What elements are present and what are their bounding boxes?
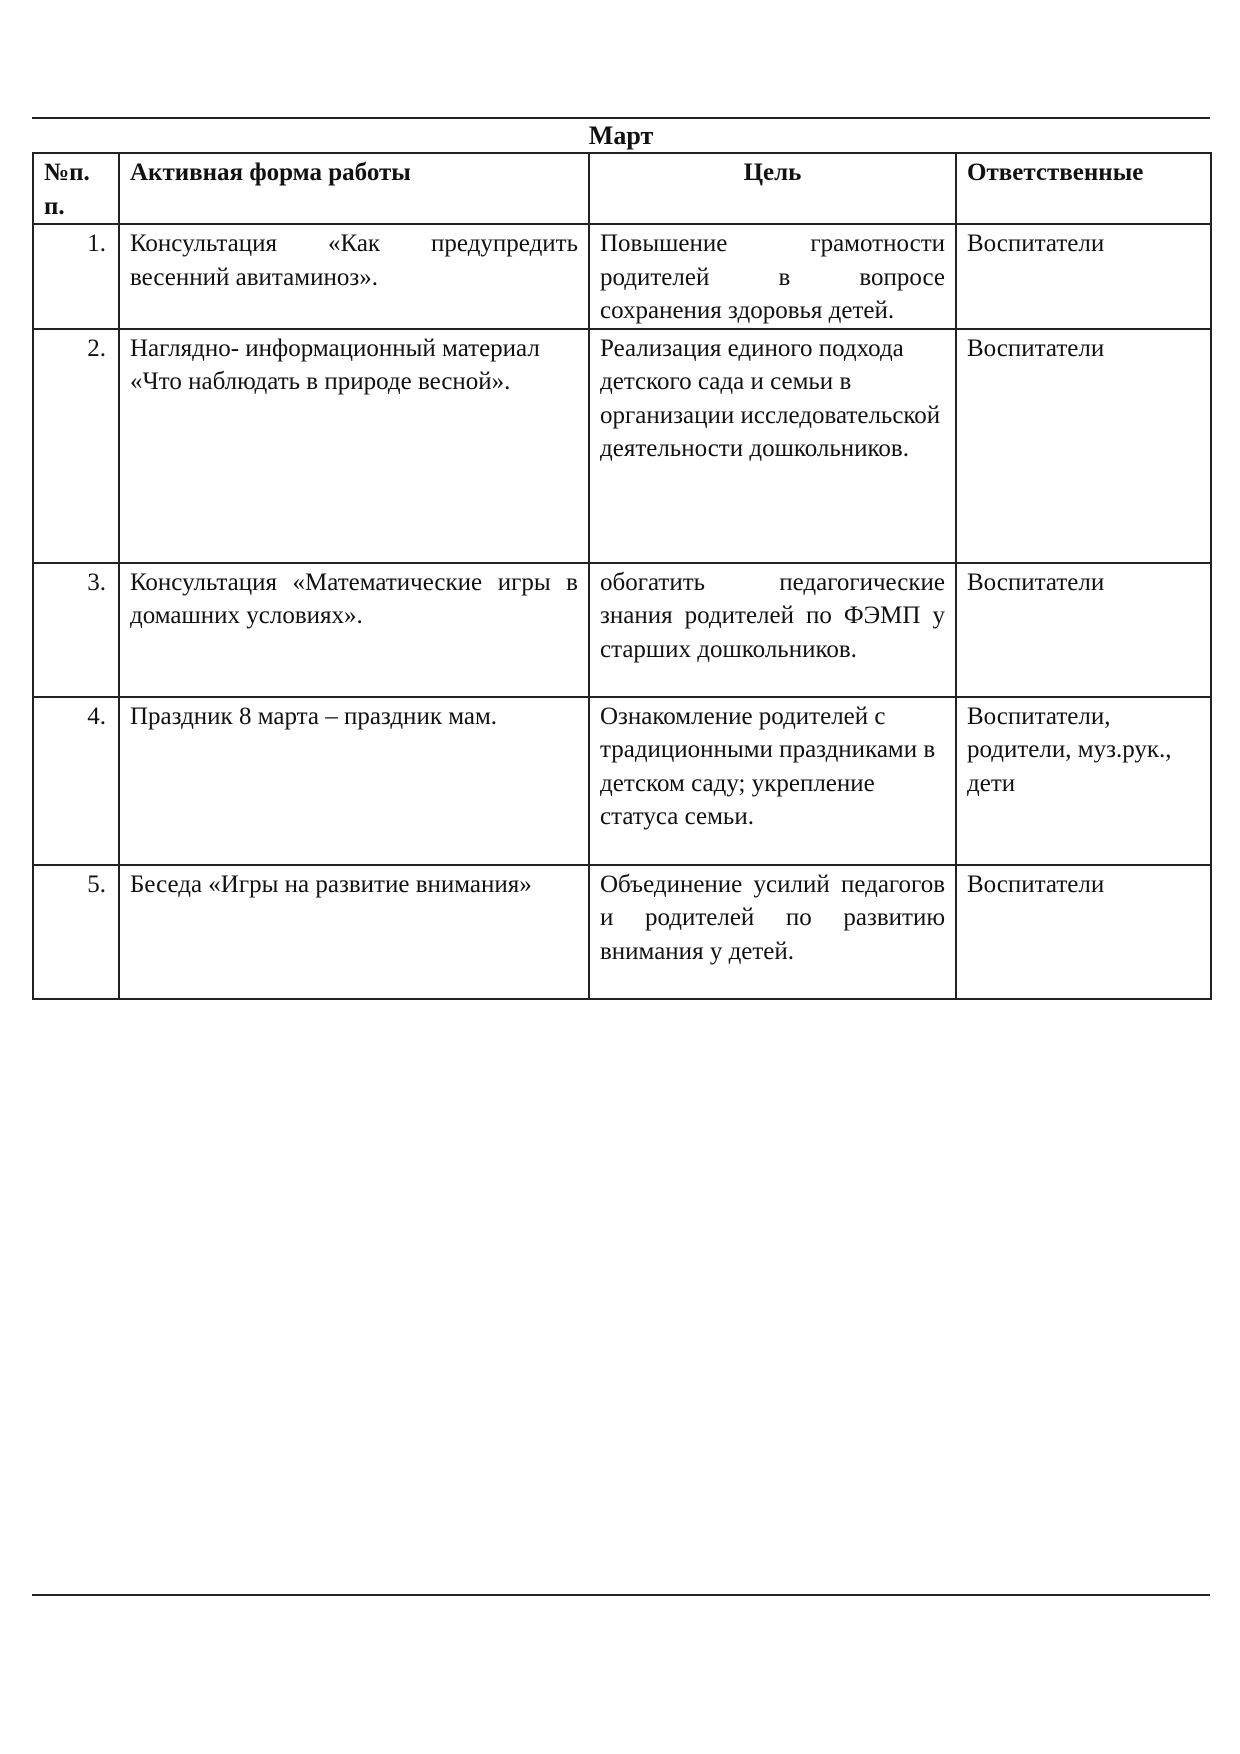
header-form: Активная форма работы	[119, 153, 589, 224]
row-goal: Объединение усилий педагогов и родителей по развитию внимания у детей.	[589, 865, 956, 999]
row-responsible: Воспитатели	[956, 329, 1211, 563]
table-row	[33, 563, 1211, 697]
row-num: 2.	[33, 329, 119, 563]
table-row	[33, 329, 1211, 563]
row-responsible: Воспитатели, родители, муз.рук., дети	[956, 697, 1211, 865]
header-goal: Цель	[589, 153, 956, 224]
row-goal: Реализация единого подхода детского сада и семьи в организации исследовательской деятельности дошкольников.	[589, 329, 956, 563]
row-goal: Повышение грамотности родителей в вопросе сохранения здоровья детей.	[589, 224, 956, 329]
row-num: 3.	[33, 563, 119, 697]
table-row	[33, 865, 1211, 999]
row-goal: Ознакомление родителей с традиционными праздниками в детском саду; укрепление статуса семьи.	[589, 697, 956, 865]
row-form: Консультация «Как предупредить весенний авитаминоз».	[119, 224, 589, 329]
row-num: 4.	[33, 697, 119, 865]
row-responsible: Воспитатели	[956, 224, 1211, 329]
header-responsible: Ответственные	[956, 153, 1211, 224]
row-num: 1.	[33, 224, 119, 329]
row-goal: обогатить педагогические знания родителей по ФЭМП у старших дошкольников.	[589, 563, 956, 697]
top-rule	[32, 117, 1210, 119]
month-title: Март	[588, 121, 654, 150]
header-num: №п. п.	[33, 153, 119, 224]
row-responsible: Воспитатели	[956, 865, 1211, 999]
row-form: Беседа «Игры на развитие внимания»	[119, 865, 589, 999]
row-form: Наглядно- информационный материал «Что наблюдать в природе весной».	[119, 329, 589, 563]
march-plan-table	[32, 152, 1212, 1000]
table-header-row	[33, 153, 1211, 224]
bottom-rule	[32, 1594, 1210, 1596]
row-num: 5.	[33, 865, 119, 999]
row-form: Консультация «Математические игры в домашних условиях».	[119, 563, 589, 697]
table-row	[33, 697, 1211, 865]
table-row	[33, 224, 1211, 329]
row-form: Праздник 8 марта – праздник мам.	[119, 697, 589, 865]
row-responsible: Воспитатели	[956, 563, 1211, 697]
